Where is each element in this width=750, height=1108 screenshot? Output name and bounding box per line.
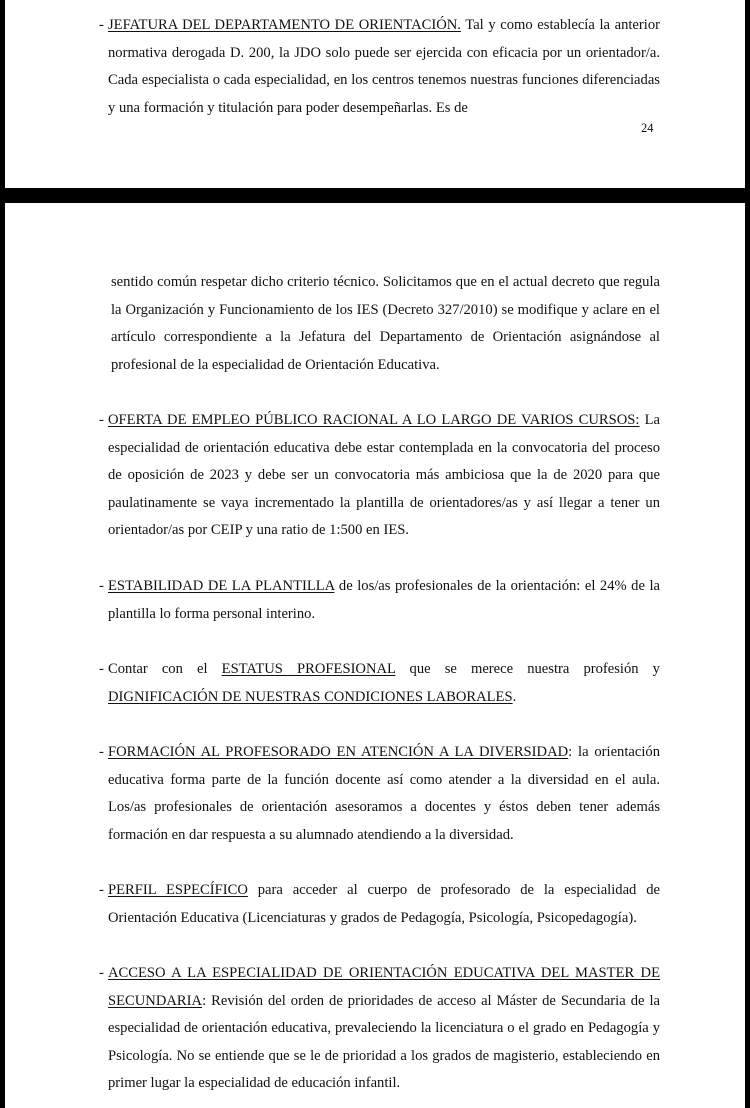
item-text: La especialidad de orientación educativa debe estar contemplada en la convocatoria del proceso de oposición de 2023 y debe ser un convocatoria más ambiciosa que la de 2020 para que paulatinamente se vaya incrementado la plantilla de orientadores/as y así llegar a tener un orientador/as por CEIP y una ratio de 1:500 en IES. bbox=[108, 412, 660, 538]
list-item-acceso bbox=[99, 960, 660, 1098]
bullet-dash: - bbox=[99, 578, 104, 594]
bullet-dash: - bbox=[99, 412, 104, 428]
document-page-bottom bbox=[5, 203, 745, 1108]
list-item-perfil bbox=[99, 877, 660, 932]
document-page-top bbox=[5, 0, 745, 188]
bullet-dash: - bbox=[99, 661, 104, 677]
item-text-pre: Contar con el bbox=[108, 661, 222, 677]
item-title: JEFATURA DEL DEPARTAMENTO DE ORIENTACIÓN. bbox=[108, 17, 461, 33]
item-title: PERFIL ESPECÍFICO bbox=[108, 882, 248, 898]
list-item-oferta bbox=[99, 407, 660, 545]
list-item-estatus bbox=[99, 656, 660, 711]
item-title: ESTATUS PROFESIONAL bbox=[221, 661, 396, 677]
item-title: ESTABILIDAD DE LA PLANTILLA bbox=[108, 578, 335, 594]
item-text: : Revisión del orden de prioridades de acceso al Máster de Secundaria de la especialidad de orientación educativa, prevaleciendo la licenciatura o el grado en Pedagogía y Psicología. No se entiende que se le de prioridad a los grados de magisterio, estableciendo en primer lugar la especialidad de educación infantil. bbox=[108, 992, 660, 1091]
item-text-post: . bbox=[512, 688, 517, 705]
item-title-2: DIGNIFICACIÓN DE NUESTRAS CONDICIONES LABORALES bbox=[108, 688, 513, 705]
item-text-mid: que se merece nuestra profesión y bbox=[395, 661, 660, 677]
item-title: FORMACIÓN AL PROFESORADO EN ATENCIÓN A LA DIVERSIDAD bbox=[108, 744, 569, 760]
item-title: ACCESO A LA ESPECIALIDAD DE ORIENTACIÓN EDUCATIVA DEL MASTER DE SECUNDARIA bbox=[108, 965, 660, 1009]
item-text: de los/as profesionales de la orientación: el 24% de la plantilla lo forma personal interino. bbox=[108, 578, 660, 622]
list-item-estabilidad bbox=[99, 573, 660, 628]
list-item-formacion bbox=[99, 739, 661, 849]
continuation-paragraph: sentido común respetar dicho criterio técnico. Solicitamos que en el actual decreto que regula la Organización y Funcionamiento de los IES (Decreto 327/2010) se modifique y aclare en el artículo correspondiente a la Jefatura del Departamento de Orientación asignándose al profesional de la especialidad de Orientación Educativa. bbox=[111, 274, 660, 373]
item-text: para acceder al cuerpo de profesorado de la especialidad de Orientación Educativa (Licenciaturas y grados de Pedagogía, Psicología, Psicopedagogía). bbox=[108, 882, 660, 926]
bullet-dash: - bbox=[99, 17, 104, 33]
bullet-dash: - bbox=[99, 744, 104, 760]
bullet-dash: - bbox=[99, 882, 104, 898]
item-title: OFERTA DE EMPLEO PÚBLICO RACIONAL A LO LARGO DE VARIOS CURSOS: bbox=[108, 412, 640, 428]
item-text: : la orientación educativa forma parte de la función docente así como atender a la diversidad en el aula. Los/as profesionales de orientación asesoramos a docentes y éstos deben tener además formación en dar respuesta a su alumnado atendiendo a la diversidad. bbox=[108, 744, 661, 843]
bullet-dash: - bbox=[99, 965, 104, 981]
item-text: Tal y como establecía la anterior normativa derogada D. 200, la JDO solo puede ser ejercida con eficacia por un orientador/a. Cada especialista o cada especialidad, en los centros tenemos nuestras funciones diferenciadas y una formación y titulación para poder desempeñarlas. Es de bbox=[108, 17, 660, 116]
list-item-jefatura bbox=[99, 12, 660, 122]
page-number: 24 bbox=[641, 121, 654, 135]
